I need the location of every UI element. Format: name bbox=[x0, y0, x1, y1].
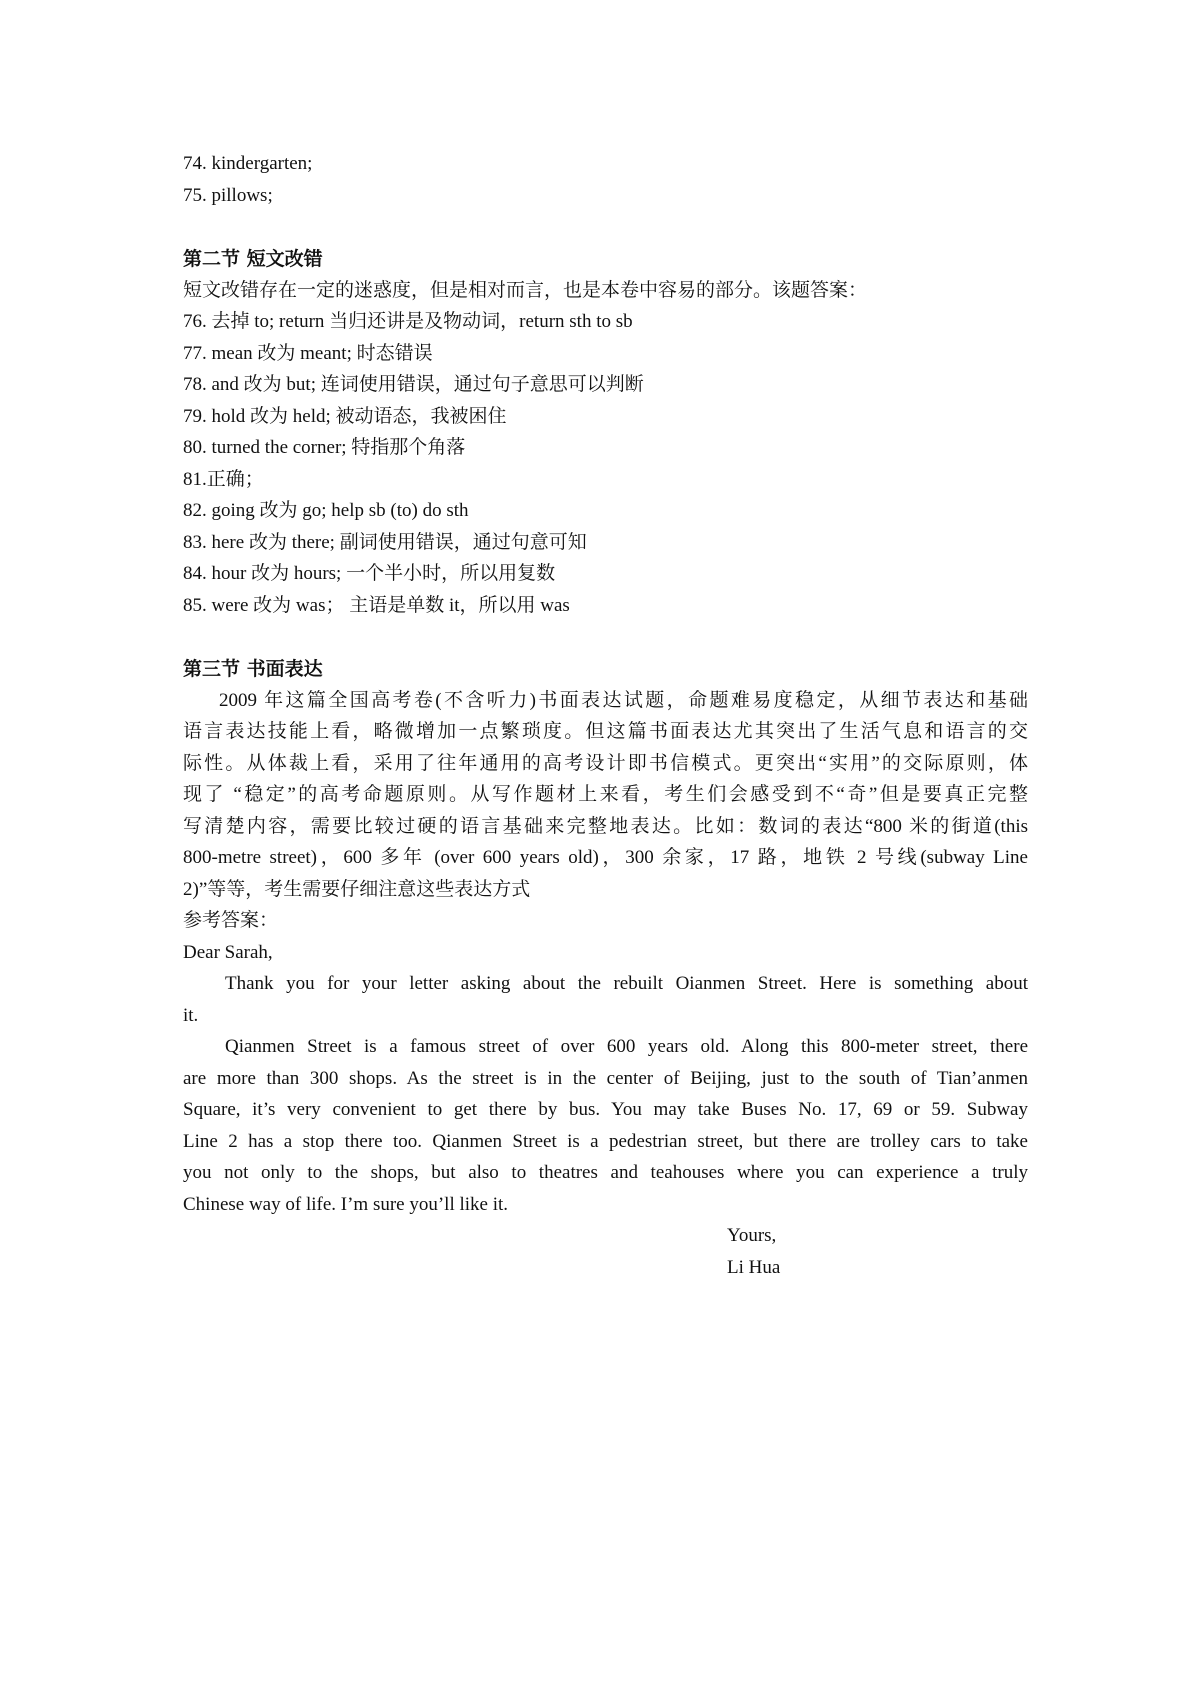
correction-85: 85. were 改为 was； 主语是单数 it，所以用 was bbox=[183, 594, 570, 616]
correction-84: 84. hour 改为 hours; 一个半小时，所以用复数 bbox=[183, 563, 556, 584]
letter-paragraph-1 bbox=[183, 968, 1028, 1031]
correction-79: 79. hold 改为 held; 被动语态，我被困住 bbox=[183, 405, 507, 427]
correction-76: 76. 去掉 to; return 当归还讲是及物动词，return sth to sb bbox=[183, 311, 633, 332]
spacer bbox=[183, 211, 1028, 243]
letter-line: Square, it’s very convenient to get there by bus. You may take Buses No. 17, 69 or 59. Subway bbox=[183, 1099, 1028, 1120]
correction-81: 81.正确； bbox=[183, 468, 264, 490]
correction-83: 83. here 改为 there; 副词使用错误，通过句意可知 bbox=[183, 531, 587, 553]
answer-line-74: 74. kindergarten; bbox=[183, 153, 313, 174]
letter-line: Thank you for your letter asking about the rebuilt Oianmen Street. Here is something about bbox=[225, 973, 1028, 994]
section2-heading: 第二节 短文改错 bbox=[183, 247, 323, 270]
correction-78: 78. and 改为 but; 连词使用错误，通过句子意思可以判断 bbox=[183, 374, 644, 395]
analysis-line: 2009 年这篇全国高考卷(不含听力)书面表达试题，命题难易度稳定，从细节表达和基础 bbox=[219, 689, 1028, 711]
correction-77: 77. mean 改为 meant; 时态错误 bbox=[183, 342, 433, 364]
analysis-line: 写清楚内容，需要比较过硬的语言基础来完整地表达。比如：数词的表达“800 米的街道(this bbox=[183, 815, 1028, 837]
analysis-line: 2)”等等，考生需要仔细注意这些表达方式 bbox=[183, 878, 531, 900]
letter-line: are more than 300 shops. As the street is in the center of Beijing, just to the south of Tian’anmen bbox=[183, 1067, 1028, 1089]
sample-letter bbox=[183, 937, 1028, 1284]
answer-line-75: 75. pillows; bbox=[183, 184, 273, 206]
letter-line: it. bbox=[183, 1004, 199, 1026]
section3-heading: 第三节 书面表达 bbox=[183, 657, 323, 680]
letter-paragraph-2 bbox=[183, 1031, 1028, 1220]
reference-answer-label: 参考答案： bbox=[183, 910, 279, 931]
letter-closing: Yours, bbox=[727, 1225, 777, 1246]
letter-line: Qianmen Street is a famous street of over 600 years old. Along this 800-meter street, there bbox=[225, 1036, 1028, 1057]
analysis-paragraph bbox=[183, 685, 1028, 906]
analysis-line: 现了 “稳定”的高考命题原则。从写作题材上来看，考生们会感受到不“奇”但是要真正完整 bbox=[183, 784, 1028, 805]
analysis-line: 语言表达技能上看，略微增加一点繁琐度。但这篇书面表达尤其突出了生活气息和语言的交 bbox=[183, 721, 1028, 742]
correction-80: 80. turned the corner; 特指那个角落 bbox=[183, 437, 466, 458]
letter-line: you not only to the shops, but also to theatres and teahouses where you can experience a truly bbox=[183, 1162, 1028, 1183]
spacer bbox=[183, 621, 1028, 653]
section2-intro: 短文改错存在一定的迷惑度，但是相对而言，也是本卷中容易的部分。该题答案： bbox=[183, 279, 868, 301]
analysis-line: 800-metre street)，600 多年 (over 600 years old)，300 余家，17 路，地铁 2 号线(subway Line bbox=[183, 847, 1028, 868]
analysis-line: 际性。从体裁上看，采用了往年通用的高考设计即书信模式。更突出“实用”的交际原则，体 bbox=[183, 752, 1028, 774]
document-page bbox=[183, 148, 1028, 1283]
correction-82: 82. going 改为 go; help sb (to) do sth bbox=[183, 500, 469, 521]
letter-signature: Li Hua bbox=[727, 1256, 781, 1278]
letter-line: Chinese way of life. I’m sure you’ll like it. bbox=[183, 1193, 509, 1215]
letter-salutation: Dear Sarah, bbox=[183, 941, 273, 963]
letter-line: Line 2 has a stop there too. Qianmen Street is a pedestrian street, but there are trolley cars to take bbox=[183, 1130, 1028, 1152]
